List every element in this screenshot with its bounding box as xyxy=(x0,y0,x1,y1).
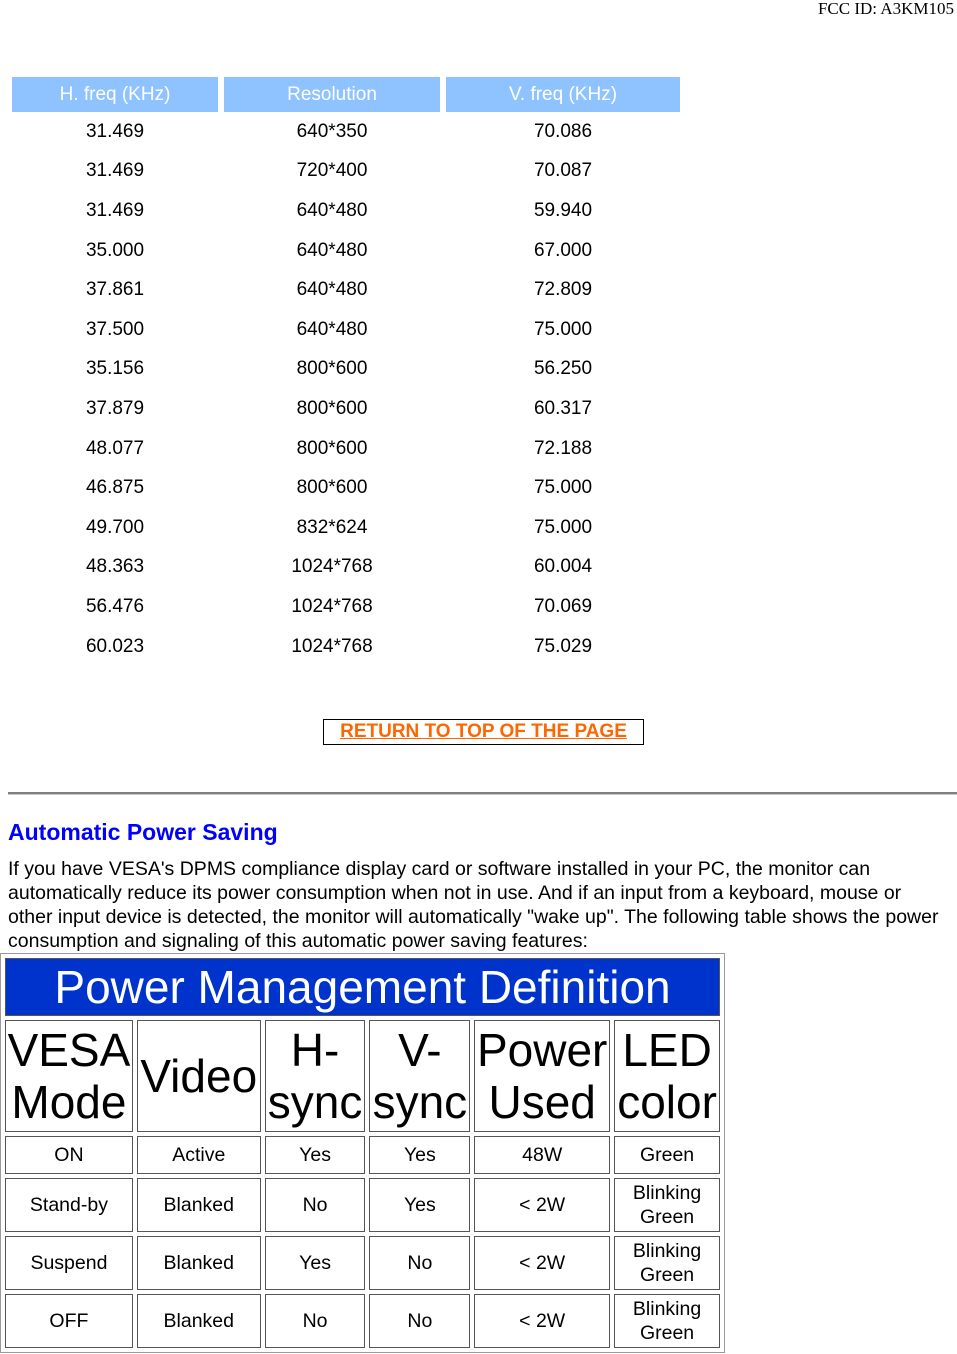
hfreq-cell: 37.500 xyxy=(85,318,145,340)
power-row xyxy=(5,1178,720,1232)
hfreq-cell: 31.469 xyxy=(85,120,145,142)
hfreq-cell: 37.861 xyxy=(85,279,145,301)
hfreq-header: H. freq (KHz) xyxy=(12,77,218,112)
timing-row xyxy=(12,350,680,390)
vfreq-cell: 60.317 xyxy=(533,397,593,419)
vfreq-cell: 56.250 xyxy=(533,358,593,380)
timing-row xyxy=(12,231,680,271)
power-management-table xyxy=(0,953,725,1353)
led-cell: Blinking Green xyxy=(614,1236,720,1290)
video-cell: Blanked xyxy=(137,1236,261,1290)
hsync-cell: No xyxy=(265,1294,366,1348)
vfreq-header: V. freq (KHz) xyxy=(446,77,680,112)
power-cell: 48W xyxy=(474,1136,610,1174)
vsync-cell: Yes xyxy=(369,1136,470,1174)
led-color-header: LED color xyxy=(614,1020,720,1132)
timing-table xyxy=(12,77,680,666)
resolution-cell: 720*400 xyxy=(296,160,368,182)
power-row xyxy=(5,1236,720,1290)
vesa-mode-header: VESA Mode xyxy=(5,1020,133,1132)
return-to-top-link[interactable]: RETURN TO TOP OF THE PAGE xyxy=(323,719,644,745)
hfreq-cell: 35.000 xyxy=(85,239,145,261)
vfreq-cell: 70.087 xyxy=(533,160,593,182)
vfreq-cell: 72.809 xyxy=(533,279,593,301)
hfreq-cell: 37.879 xyxy=(85,397,145,419)
hfreq-cell: 35.156 xyxy=(85,358,145,380)
vfreq-cell: 72.188 xyxy=(533,437,593,459)
vfreq-cell: 75.000 xyxy=(533,516,593,538)
vfreq-cell: 67.000 xyxy=(533,239,593,261)
timing-row xyxy=(12,587,680,627)
resolution-cell: 800*600 xyxy=(296,437,368,459)
hsync-header: H- sync xyxy=(265,1020,366,1132)
vsync-header: V- sync xyxy=(369,1020,470,1132)
video-cell: Active xyxy=(137,1136,261,1174)
resolution-cell: 1024*768 xyxy=(291,556,373,578)
timing-row xyxy=(12,468,680,508)
resolution-cell: 640*480 xyxy=(296,318,368,340)
mode-cell: ON xyxy=(5,1136,133,1174)
hfreq-cell: 49.700 xyxy=(85,516,145,538)
timing-row xyxy=(12,627,680,667)
hfreq-cell: 31.469 xyxy=(85,199,145,221)
vsync-cell: Yes xyxy=(369,1178,470,1232)
led-cell: Blinking Green xyxy=(614,1178,720,1232)
timing-row xyxy=(12,310,680,350)
hsync-cell: Yes xyxy=(265,1136,366,1174)
power-row xyxy=(5,1294,720,1348)
video-cell: Blanked xyxy=(137,1178,261,1232)
power-cell: < 2W xyxy=(474,1178,610,1232)
power-used-header: Power Used xyxy=(474,1020,610,1132)
vfreq-cell: 59.940 xyxy=(533,199,593,221)
resolution-cell: 800*600 xyxy=(296,397,368,419)
timing-row xyxy=(12,548,680,588)
resolution-cell: 640*480 xyxy=(296,199,368,221)
resolution-cell: 1024*768 xyxy=(291,595,373,617)
vfreq-cell: 70.086 xyxy=(533,120,593,142)
mode-cell: Suspend xyxy=(5,1236,133,1290)
timing-row xyxy=(12,429,680,469)
timing-header-row xyxy=(12,77,680,112)
timing-row xyxy=(12,191,680,231)
led-cell: Blinking Green xyxy=(614,1294,720,1348)
hfreq-cell: 60.023 xyxy=(85,635,145,657)
video-cell: Blanked xyxy=(137,1294,261,1348)
vsync-cell: No xyxy=(369,1294,470,1348)
timing-row xyxy=(12,270,680,310)
vsync-cell: No xyxy=(369,1236,470,1290)
resolution-cell: 640*480 xyxy=(296,239,368,261)
mode-cell: OFF xyxy=(5,1294,133,1348)
hfreq-cell: 48.363 xyxy=(85,556,145,578)
hfreq-cell: 31.469 xyxy=(85,160,145,182)
hsync-cell: No xyxy=(265,1178,366,1232)
resolution-cell: 640*350 xyxy=(296,120,368,142)
video-header: Video xyxy=(137,1020,261,1132)
resolution-cell: 1024*768 xyxy=(291,635,373,657)
intro-paragraph: If you have VESA's DPMS compliance display card or software installed in your PC, the monitor can automatically reduce its power consumption when not in use. And if an input from a keyboard, mouse or other input device is detected, the monitor will automatically "wake up". The following table shows the power consumption and signaling of this automatic power saving features: xyxy=(8,858,939,952)
mode-cell: Stand-by xyxy=(5,1178,133,1232)
hsync-cell: Yes xyxy=(265,1236,366,1290)
power-cell: < 2W xyxy=(474,1294,610,1348)
section-title: Automatic Power Saving xyxy=(8,819,278,845)
section-divider xyxy=(8,792,957,795)
hfreq-cell: 46.875 xyxy=(85,477,145,499)
resolution-cell: 800*600 xyxy=(296,477,368,499)
resolution-cell: 832*624 xyxy=(296,516,368,538)
resolution-cell: 800*600 xyxy=(296,358,368,380)
timing-row xyxy=(12,389,680,429)
power-cell: < 2W xyxy=(474,1236,610,1290)
power-header-row xyxy=(5,1020,720,1132)
vfreq-cell: 70.069 xyxy=(533,595,593,617)
vfreq-cell: 75.029 xyxy=(533,635,593,657)
timing-row xyxy=(12,152,680,192)
timing-row xyxy=(12,112,680,152)
timing-row xyxy=(12,508,680,548)
fcc-id-label: FCC ID: A3KM105 xyxy=(817,0,954,18)
power-table-title: Power Management Definition xyxy=(5,958,720,1016)
vfreq-cell: 75.000 xyxy=(533,318,593,340)
vfreq-cell: 60.004 xyxy=(533,556,593,578)
hfreq-cell: 48.077 xyxy=(85,437,145,459)
hfreq-cell: 56.476 xyxy=(85,595,145,617)
resolution-cell: 640*480 xyxy=(296,279,368,301)
vfreq-cell: 75.000 xyxy=(533,477,593,499)
led-cell: Green xyxy=(614,1136,720,1174)
resolution-header: Resolution xyxy=(224,77,440,112)
power-row xyxy=(5,1136,720,1174)
